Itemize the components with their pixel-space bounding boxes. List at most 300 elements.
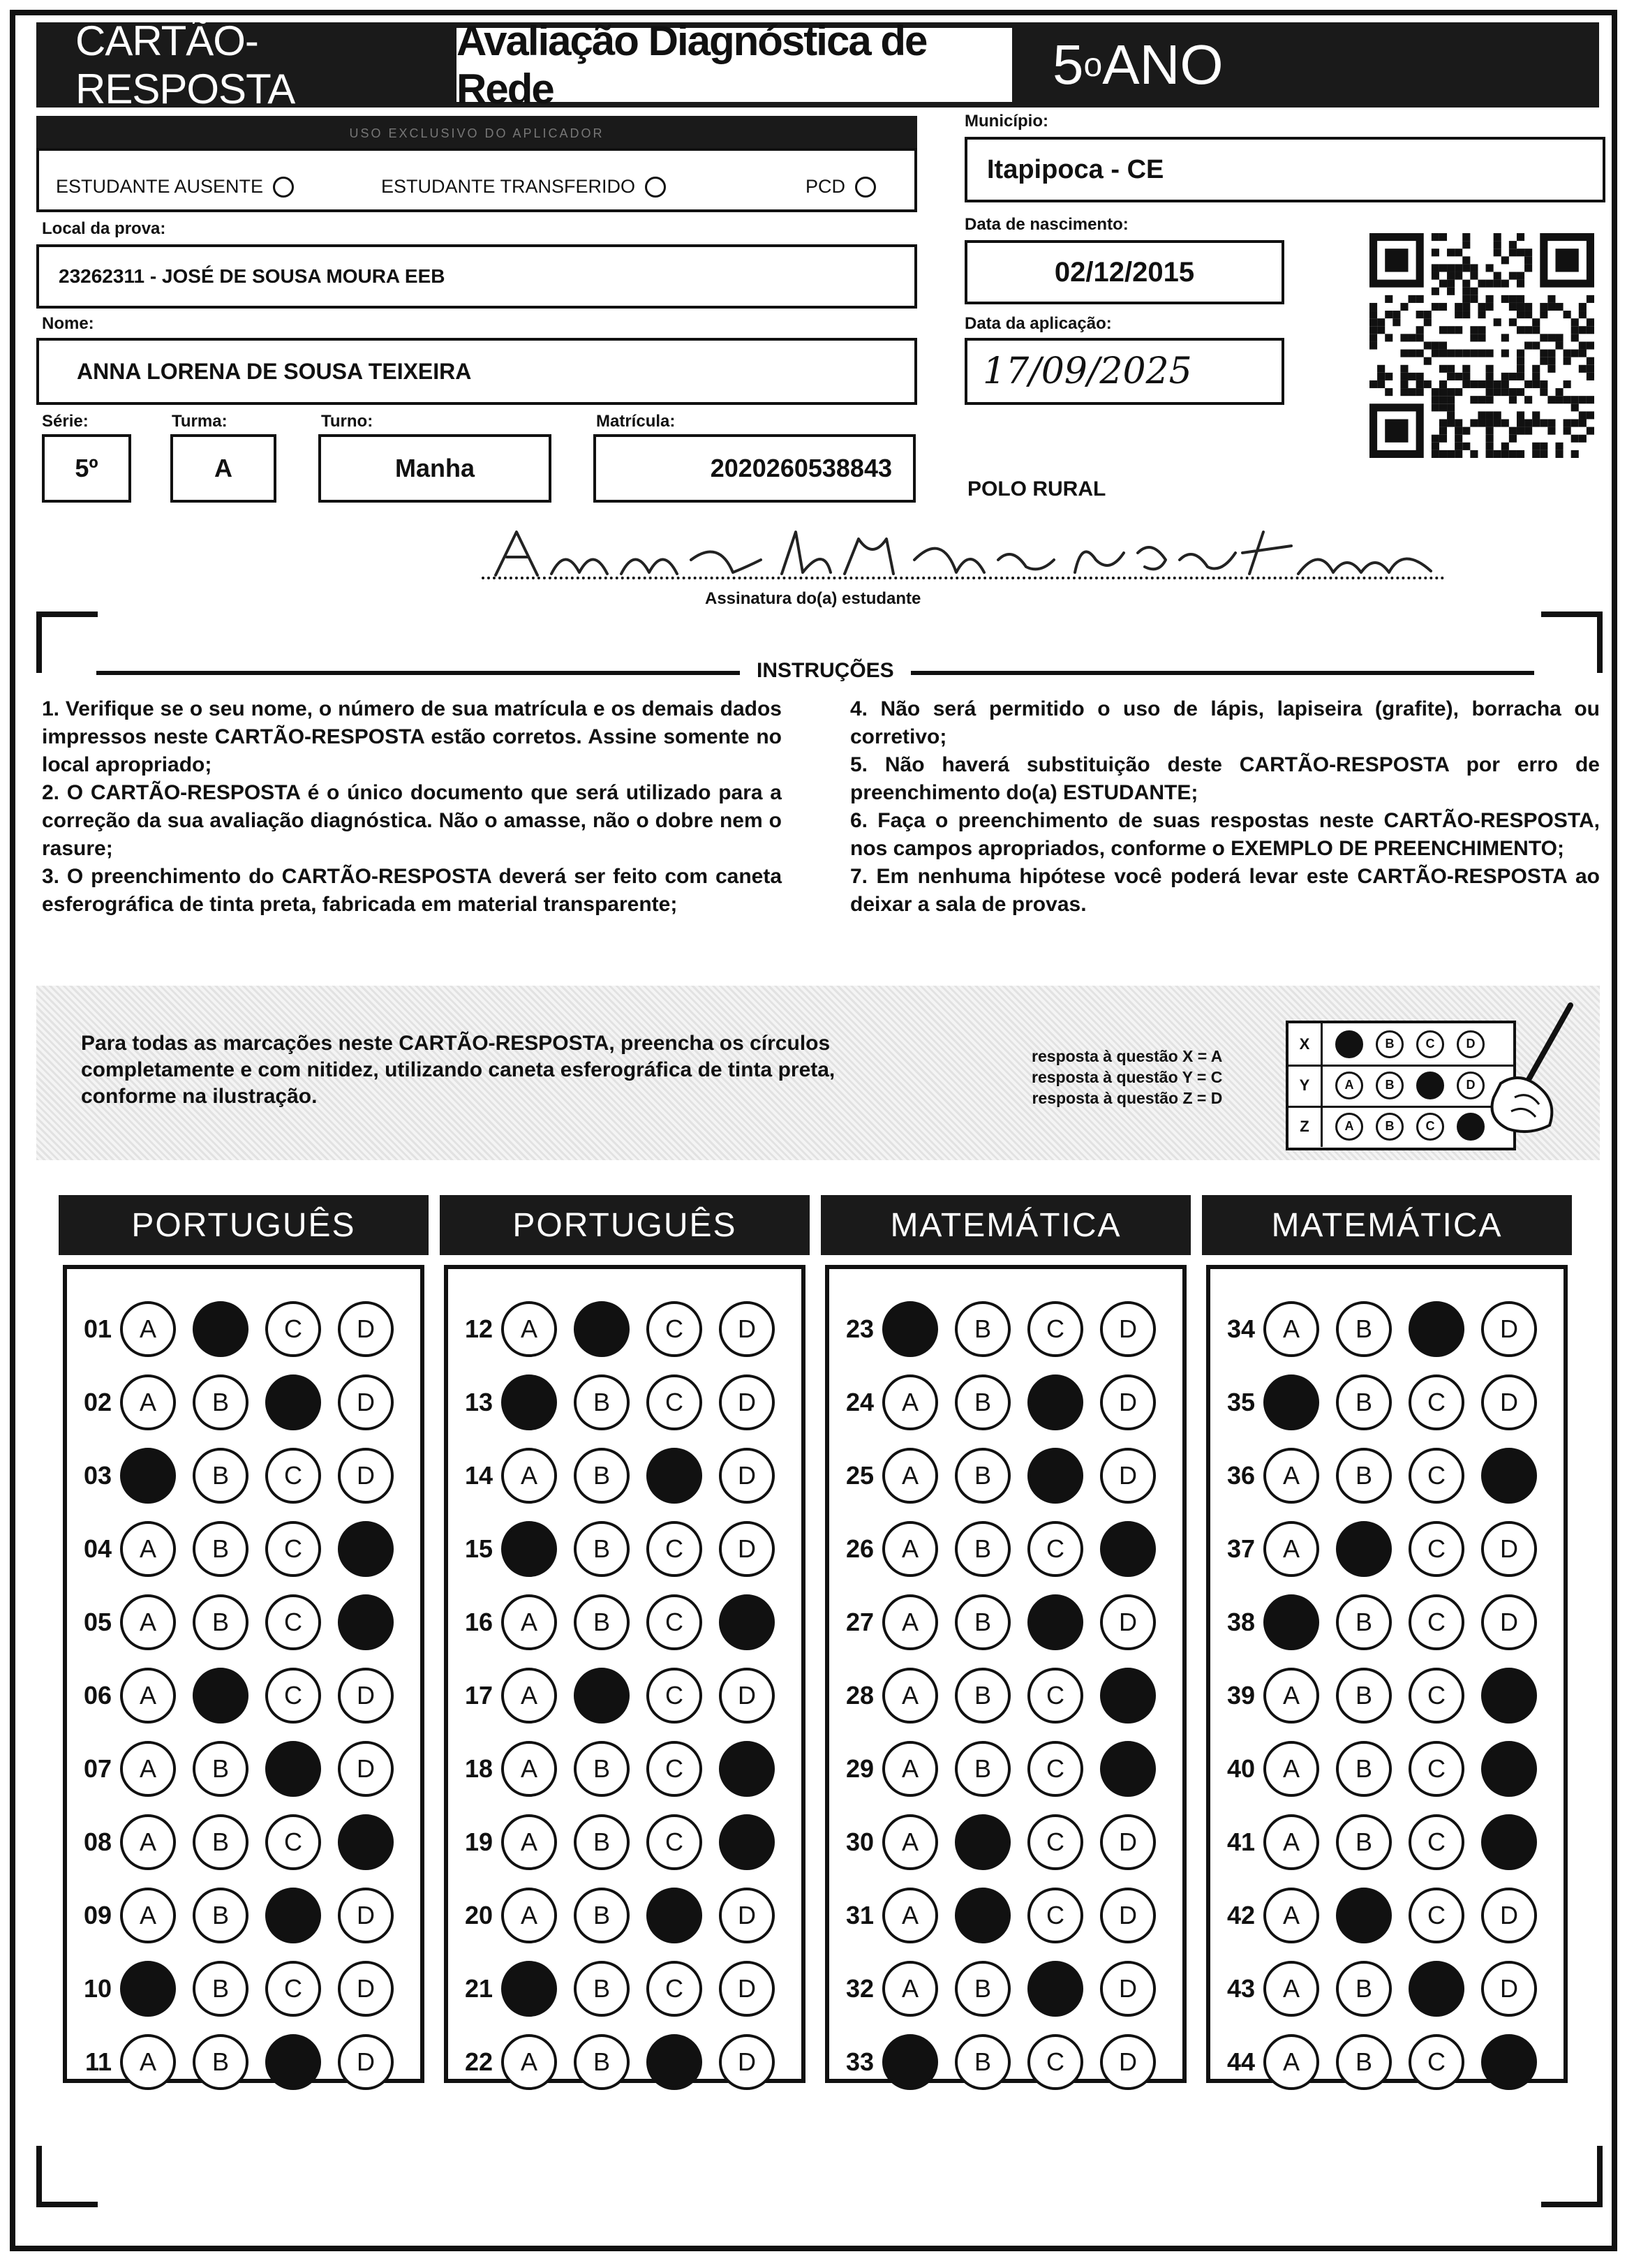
question-row [67, 1881, 394, 1950]
answer-bubble-b[interactable]: B [1336, 1594, 1392, 1650]
answer-bubble-d[interactable]: D [338, 1301, 394, 1357]
question-number: 06 [83, 1681, 112, 1710]
question-row [829, 1441, 1156, 1511]
answer-bubble-b[interactable]: B [574, 1814, 630, 1870]
answer-bubble-a[interactable]: A [501, 1668, 557, 1724]
answer-bubble-c[interactable]: C [646, 1594, 702, 1650]
answer-bubble-b[interactable] [955, 1814, 1011, 1870]
answer-bubble-d[interactable] [1481, 1814, 1537, 1870]
transferred-option[interactable] [381, 176, 666, 198]
answer-bubble-c[interactable] [1027, 1374, 1083, 1430]
answer-bubble-d[interactable] [1100, 1668, 1156, 1724]
answer-bubble-b[interactable]: B [955, 1521, 1011, 1577]
answer-bubble-d[interactable]: D [1100, 1374, 1156, 1430]
question-number: 14 [464, 1461, 493, 1490]
answer-bubble-a[interactable] [120, 1448, 176, 1504]
answer-bubble-b[interactable]: B [193, 1448, 248, 1504]
question-number: 11 [84, 2047, 112, 2076]
answer-bubble-a[interactable]: A [120, 1668, 176, 1724]
grade-number: 5 [1053, 34, 1084, 96]
answer-bubble-a[interactable]: A [501, 1301, 557, 1357]
answer-bubble-d[interactable] [1100, 1521, 1156, 1577]
answer-bubble-b[interactable] [1336, 1521, 1392, 1577]
answer-bubble-b[interactable]: B [1336, 1961, 1392, 2017]
absent-label: ESTUDANTE AUSENTE [56, 176, 264, 197]
question-number: 09 [83, 1901, 112, 1929]
question-row [448, 1441, 775, 1511]
answer-bubble-c[interactable]: C [1409, 1668, 1464, 1724]
answer-bubble-b[interactable] [193, 1668, 248, 1724]
answer-bubble-b[interactable]: B [574, 2034, 630, 2090]
answer-bubble-d[interactable]: D [719, 1301, 775, 1357]
answer-bubble-c[interactable]: C [646, 1961, 702, 2017]
question-row [67, 1294, 394, 1364]
answer-bubble-d[interactable]: D [1481, 1374, 1537, 1430]
answer-bubble-c[interactable]: C [1409, 2034, 1464, 2090]
answer-bubble-d[interactable]: D [1100, 1301, 1156, 1357]
answer-bubble-d[interactable]: D [338, 1374, 394, 1430]
answer-bubble-a[interactable]: A [120, 1374, 176, 1430]
answer-bubble-b[interactable] [1336, 1888, 1392, 1943]
answer-bubble-b[interactable] [574, 1301, 630, 1357]
question-number: 40 [1226, 1754, 1255, 1783]
question-row [67, 1734, 394, 1804]
answer-bubble-d[interactable] [338, 1594, 394, 1650]
question-row [67, 1514, 394, 1584]
answer-bubble-a[interactable]: A [1263, 1668, 1319, 1724]
turma-field: A [170, 434, 276, 503]
example-text: Para todas as marcações neste CARTÃO-RESPOSTA, preencha os círculos completamente e com nitidez, utilizando caneta esferográfica de tinta preta, conforme na ilustração. [81, 1032, 835, 1108]
question-number: 29 [845, 1754, 874, 1783]
answer-bubble-a[interactable] [882, 2034, 938, 2090]
answer-bubble-c[interactable] [646, 1448, 702, 1504]
question-row [829, 1661, 1156, 1730]
answer-bubble-a[interactable]: A [882, 1448, 938, 1504]
absent-option[interactable] [56, 176, 294, 198]
corner-mark [1541, 612, 1603, 673]
question-number: 12 [464, 1314, 493, 1343]
municipio-field: Itapipoca - CE [965, 137, 1605, 202]
answer-bubble-d[interactable]: D [719, 1888, 775, 1943]
answer-bubble-c[interactable]: C [1027, 1814, 1083, 1870]
answer-bubble-c[interactable]: C [1027, 1888, 1083, 1943]
question-number: 38 [1226, 1608, 1255, 1636]
answer-bubble-b[interactable]: B [193, 1888, 248, 1943]
answer-bubble-b[interactable]: B [574, 1594, 630, 1650]
answer-bubble-d[interactable]: D [719, 2034, 775, 2090]
answer-bubble-a[interactable]: A [882, 1374, 938, 1430]
answer-bubble-d[interactable]: D [338, 1741, 394, 1797]
answer-bubble-d[interactable] [1481, 1668, 1537, 1724]
question-number: 03 [83, 1461, 112, 1490]
answer-bubble-c[interactable]: C [1027, 1668, 1083, 1724]
answer-bubble-a[interactable]: A [882, 1888, 938, 1943]
answer-bubble-a[interactable]: A [501, 1594, 557, 1650]
question-number: 24 [845, 1388, 874, 1416]
answer-bubble-b[interactable]: B [193, 1814, 248, 1870]
answer-bubble-a[interactable] [501, 1961, 557, 2017]
answer-bubble-b[interactable]: B [1336, 1448, 1392, 1504]
answer-bubble-c[interactable]: C [1027, 1521, 1083, 1577]
answer-bubble-a[interactable]: A [1263, 1741, 1319, 1797]
answer-bubble-d[interactable]: D [1481, 1521, 1537, 1577]
qr-code [1369, 233, 1594, 458]
answer-bubble-a[interactable] [501, 1521, 557, 1577]
answer-bubble-b[interactable]: B [955, 1448, 1011, 1504]
answer-bubble-c[interactable]: C [265, 1521, 321, 1577]
answer-bubble-c[interactable] [646, 1888, 702, 1943]
instruction-item: 7. Em nenhuma hipótese você poderá levar este CARTÃO-RESPOSTA ao deixar a sala de provas. [850, 865, 1600, 916]
question-number: 04 [83, 1534, 112, 1563]
section-header: MATEMÁTICA [1202, 1195, 1572, 1255]
nome-field: ANNA LORENA DE SOUSA TEIXEIRA [36, 338, 917, 405]
answer-bubble-a[interactable]: A [501, 1741, 557, 1797]
question-row [1210, 1441, 1537, 1511]
answer-bubble-a[interactable]: A [1263, 1448, 1319, 1504]
answer-bubble-c[interactable]: C [646, 1521, 702, 1577]
instruction-item: 1. Verifique se o seu nome, o número de sua matrícula e os demais dados impressos neste CARTÃO-RESPOSTA estão corretos. Assine somente no local apropriado; [42, 697, 782, 776]
answer-bubble-d[interactable] [719, 1594, 775, 1650]
matricula-label: Matrícula: [596, 412, 676, 431]
question-row [1210, 1954, 1537, 2024]
answer-bubble-c[interactable]: C [1409, 1888, 1464, 1943]
answer-bubble-b[interactable]: B [1336, 2034, 1392, 2090]
grade-title [1018, 22, 1599, 108]
answer-bubble-a[interactable]: A [1263, 1961, 1319, 2017]
answer-bubble-a[interactable]: A [1263, 1814, 1319, 1870]
answer-bubble-b[interactable]: B [574, 1741, 630, 1797]
answer-bubble-c[interactable]: C [1027, 1741, 1083, 1797]
question-number: 41 [1226, 1828, 1255, 1856]
answer-bubble-a[interactable]: A [882, 1521, 938, 1577]
answer-bubble-a[interactable]: A [1263, 1888, 1319, 1943]
answer-bubble-a[interactable]: A [501, 2034, 557, 2090]
answer-bubble-a[interactable] [1263, 1374, 1319, 1430]
answer-bubble-c[interactable]: C [265, 1594, 321, 1650]
question-number: 27 [845, 1608, 874, 1636]
instruction-item: 2. O CARTÃO-RESPOSTA é o único documento que será utilizado para a correção da sua avaliação diagnóstica. Não o amasse, não o dobre nem o rasure; [42, 781, 782, 860]
answer-bubble-b[interactable]: B [193, 1521, 248, 1577]
question-number: 01 [83, 1314, 112, 1343]
answer-bubble-d[interactable]: D [1481, 1301, 1537, 1357]
answer-bubble-a[interactable]: A [120, 1521, 176, 1577]
answer-bubble-a[interactable]: A [882, 1814, 938, 1870]
instruction-item: 6. Faça o preenchimento de suas respostas neste CARTÃO-RESPOSTA, nos campos apropriados, conforme o EXEMPLO DE PREENCHIMENTO; [850, 809, 1600, 860]
answer-bubble-c[interactable]: C [1409, 1448, 1464, 1504]
question-number: 23 [845, 1314, 874, 1343]
answer-bubble-d[interactable]: D [1100, 1961, 1156, 2017]
answer-bubble-b[interactable] [193, 1301, 248, 1357]
answer-bubble-d[interactable]: D [1100, 1888, 1156, 1943]
answer-bubble-d[interactable]: D [338, 1888, 394, 1943]
question-number: 33 [845, 2047, 874, 2076]
section-box [444, 1265, 805, 2083]
answer-bubble-c[interactable]: C [646, 1741, 702, 1797]
answer-bubble-b[interactable]: B [1336, 1374, 1392, 1430]
municipio-label: Município: [965, 112, 1048, 131]
answer-bubble-c[interactable]: C [1409, 1521, 1464, 1577]
answer-bubble-d[interactable]: D [1100, 1448, 1156, 1504]
answer-bubble-a[interactable]: A [1263, 2034, 1319, 2090]
example-bubble: A [1335, 1113, 1363, 1141]
matricula-field: 2020260538843 [593, 434, 916, 503]
answer-bubble-c[interactable]: C [646, 1668, 702, 1724]
answer-bubble-b[interactable]: B [193, 1374, 248, 1430]
answer-bubble-c[interactable] [1027, 1594, 1083, 1650]
answer-bubble-a[interactable]: A [1263, 1521, 1319, 1577]
section-box [825, 1265, 1187, 2083]
question-row [829, 1368, 1156, 1437]
answer-bubble-b[interactable]: B [574, 1961, 630, 2017]
answer-bubble-c[interactable]: C [1027, 1301, 1083, 1357]
example-bubble: C [1416, 1030, 1444, 1058]
answer-bubble-d[interactable] [1481, 1448, 1537, 1504]
answer-bubble-b[interactable]: B [574, 1888, 630, 1943]
answer-bubble-a[interactable]: A [120, 1301, 176, 1357]
answer-bubble-c[interactable]: C [1409, 1814, 1464, 1870]
question-row [1210, 1587, 1537, 1657]
answer-bubble-b[interactable]: B [955, 2034, 1011, 2090]
example-bubble: C [1416, 1113, 1444, 1141]
answer-bubble-b[interactable]: B [955, 1301, 1011, 1357]
instruction-item: 3. O preenchimento do CARTÃO-RESPOSTA deverá ser feito com caneta esferográfica de tinta preta, fabricada em material transparente; [42, 865, 782, 916]
question-number: 05 [83, 1608, 112, 1636]
grade-ordinal: o [1083, 46, 1103, 84]
question-row [1210, 2027, 1537, 2097]
answer-bubble-c[interactable] [646, 2034, 702, 2090]
answer-bubble-a[interactable]: A [120, 1888, 176, 1943]
answer-bubble-a[interactable]: A [882, 1668, 938, 1724]
answer-bubble-d[interactable]: D [719, 1668, 775, 1724]
corner-mark [1541, 2146, 1603, 2207]
question-row [1210, 1661, 1537, 1730]
answer-bubble-d[interactable]: D [338, 1448, 394, 1504]
answer-bubble-d[interactable] [338, 1814, 394, 1870]
question-number: 18 [464, 1754, 493, 1783]
section-header: PORTUGUÊS [59, 1195, 429, 1255]
question-number: 08 [83, 1828, 112, 1856]
answer-bubble-a[interactable]: A [120, 1594, 176, 1650]
question-row [67, 1954, 394, 2024]
answer-bubble-c[interactable]: C [265, 1814, 321, 1870]
answer-bubble-d[interactable]: D [719, 1961, 775, 2017]
transferred-bubble[interactable] [645, 177, 666, 198]
example-bubble: D [1457, 1072, 1485, 1099]
answer-bubble-c[interactable]: C [265, 1301, 321, 1357]
answer-bubble-d[interactable] [719, 1741, 775, 1797]
question-row [829, 1954, 1156, 2024]
serie-field: 5º [42, 434, 131, 503]
answer-bubble-a[interactable]: A [120, 2034, 176, 2090]
answer-bubble-b[interactable]: B [1336, 1741, 1392, 1797]
answer-bubble-b[interactable]: B [1336, 1814, 1392, 1870]
answer-bubble-d[interactable]: D [719, 1521, 775, 1577]
answer-bubble-c[interactable] [265, 2034, 321, 2090]
question-row [448, 1954, 775, 2024]
question-number: 17 [464, 1681, 493, 1710]
question-number: 35 [1226, 1388, 1255, 1416]
question-number: 15 [464, 1534, 493, 1563]
question-row [67, 1441, 394, 1511]
answer-bubble-d[interactable] [1481, 1741, 1537, 1797]
question-row [1210, 1881, 1537, 1950]
question-number: 44 [1226, 2047, 1255, 2076]
question-row [67, 1661, 394, 1730]
question-row [67, 1807, 394, 1877]
question-number: 25 [845, 1461, 874, 1490]
answer-bubble-a[interactable] [1263, 1594, 1319, 1650]
answer-bubble-a[interactable]: A [501, 1448, 557, 1504]
pcd-bubble[interactable] [855, 177, 876, 198]
example-bubble: B [1376, 1030, 1404, 1058]
serie-label: Série: [42, 412, 89, 431]
question-number: 19 [464, 1828, 493, 1856]
answer-bubble-c[interactable] [1027, 1961, 1083, 2017]
section-box [1206, 1265, 1568, 2083]
answer-bubble-c[interactable]: C [646, 1301, 702, 1357]
question-number: 02 [83, 1388, 112, 1416]
answer-bubble-a[interactable]: A [501, 1888, 557, 1943]
answer-bubble-a[interactable]: A [120, 1741, 176, 1797]
example-bubble: A [1335, 1072, 1363, 1099]
question-row [1210, 1734, 1537, 1804]
question-row [67, 1587, 394, 1657]
answer-bubble-d[interactable]: D [719, 1448, 775, 1504]
answer-bubble-b[interactable]: B [193, 2034, 248, 2090]
turno-field: Manha [318, 434, 551, 503]
answer-bubble-b[interactable]: B [574, 1521, 630, 1577]
section-header: MATEMÁTICA [821, 1195, 1191, 1255]
answer-bubble-b[interactable] [574, 1668, 630, 1724]
question-row [67, 1368, 394, 1437]
answer-bubble-c[interactable]: C [265, 1448, 321, 1504]
answer-bubble-a[interactable]: A [1263, 1301, 1319, 1357]
question-row [829, 1294, 1156, 1364]
aplicacao-label: Data da aplicação: [965, 314, 1112, 333]
instructions-right [850, 695, 1600, 919]
answer-bubble-c[interactable] [265, 1741, 321, 1797]
answer-bubble-b[interactable]: B [955, 1668, 1011, 1724]
answer-bubble-b[interactable]: B [193, 1594, 248, 1650]
corner-mark [36, 2146, 98, 2207]
answer-bubble-d[interactable]: D [719, 1374, 775, 1430]
status-box [36, 148, 917, 212]
answer-bubble-b[interactable]: B [955, 1594, 1011, 1650]
answer-bubble-c[interactable]: C [1027, 2034, 1083, 2090]
answer-bubble-b[interactable]: B [955, 1741, 1011, 1797]
absent-bubble[interactable] [273, 177, 294, 198]
answer-bubble-d[interactable]: D [1481, 1594, 1537, 1650]
answer-bubble-c[interactable] [265, 1374, 321, 1430]
answer-bubble-c[interactable]: C [1409, 1374, 1464, 1430]
answer-bubble-c[interactable] [265, 1888, 321, 1943]
answer-bubble-c[interactable] [1409, 1301, 1464, 1357]
answer-bubble-a[interactable]: A [882, 1961, 938, 2017]
answer-bubble-b[interactable]: B [193, 1961, 248, 2017]
answer-bubble-d[interactable]: D [338, 1668, 394, 1724]
question-number: 34 [1226, 1314, 1255, 1343]
question-row [1210, 1368, 1537, 1437]
pcd-label: PCD [805, 176, 846, 197]
nascimento-field: 02/12/2015 [965, 240, 1284, 304]
question-number: 16 [464, 1608, 493, 1636]
answer-bubble-b[interactable]: B [193, 1741, 248, 1797]
answer-bubble-a[interactable] [501, 1374, 557, 1430]
example-bubble: B [1376, 1072, 1404, 1099]
question-number: 37 [1226, 1534, 1255, 1563]
answer-bubble-c[interactable]: C [1409, 1594, 1464, 1650]
instruction-item: 4. Não será permitido o uso de lápis, lapiseira (grafite), borracha ou corretivo; [850, 697, 1600, 748]
answer-bubble-d[interactable]: D [1100, 2034, 1156, 2090]
question-row [448, 1368, 775, 1437]
answer-bubble-b[interactable]: B [1336, 1301, 1392, 1357]
answer-bubble-b[interactable]: B [955, 1961, 1011, 2017]
answer-bubble-d[interactable] [1100, 1741, 1156, 1797]
signature-label: Assinatura do(a) estudante [705, 589, 921, 608]
answer-bubble-d[interactable]: D [1100, 1594, 1156, 1650]
answer-bubble-a[interactable] [882, 1301, 938, 1357]
answer-bubble-d[interactable]: D [1481, 1888, 1537, 1943]
answer-bubble-a[interactable]: A [882, 1594, 938, 1650]
example-bubble [1335, 1030, 1363, 1058]
question-row [448, 1807, 775, 1877]
hand-pen-icon [1473, 1000, 1577, 1139]
answer-bubble-c[interactable]: C [646, 1374, 702, 1430]
example-row-label: X [1288, 1023, 1323, 1065]
answer-bubble-c[interactable]: C [646, 1814, 702, 1870]
pcd-option[interactable] [805, 176, 876, 198]
answer-bubble-d[interactable]: D [338, 2034, 394, 2090]
answer-bubble-c[interactable]: C [265, 1668, 321, 1724]
answer-bubble-c[interactable] [1409, 1961, 1464, 2017]
question-row [829, 1587, 1156, 1657]
example-key: resposta à questão Z = D [1032, 1089, 1223, 1107]
answer-bubble-d[interactable] [719, 1814, 775, 1870]
answer-bubble-d[interactable]: D [1100, 1814, 1156, 1870]
question-row [448, 1661, 775, 1730]
aplicacao-field: 17/09/2025 [965, 338, 1284, 405]
answer-bubble-a[interactable]: A [120, 1814, 176, 1870]
answer-bubble-a[interactable] [120, 1961, 176, 2017]
answer-bubble-d[interactable]: D [1481, 1961, 1537, 2017]
question-number: 10 [83, 1974, 112, 2003]
answer-bubble-b[interactable] [955, 1888, 1011, 1943]
answer-bubble-d[interactable] [338, 1521, 394, 1577]
answer-bubble-c[interactable]: C [1409, 1741, 1464, 1797]
answer-bubble-b[interactable]: B [574, 1374, 630, 1430]
answer-bubble-d[interactable] [1481, 2034, 1537, 2090]
question-row [448, 1514, 775, 1584]
nascimento-label: Data de nascimento: [965, 215, 1129, 234]
answer-bubble-c[interactable] [1027, 1448, 1083, 1504]
question-row [448, 2027, 775, 2097]
question-row [829, 1514, 1156, 1584]
answer-bubble-b[interactable]: B [955, 1374, 1011, 1430]
question-number: 39 [1226, 1681, 1255, 1710]
answer-bubble-b[interactable]: B [574, 1448, 630, 1504]
turno-label: Turno: [321, 412, 373, 431]
answer-bubble-d[interactable]: D [338, 1961, 394, 2017]
question-number: 30 [845, 1828, 874, 1856]
transferred-label: ESTUDANTE TRANSFERIDO [381, 176, 636, 197]
nome-label: Nome: [42, 314, 94, 333]
question-number: 36 [1226, 1461, 1255, 1490]
answer-bubble-a[interactable]: A [882, 1741, 938, 1797]
instruction-item: 5. Não haverá substituição deste CARTÃO-RESPOSTA por erro de preenchimento do(a) ESTUDANTE; [850, 753, 1600, 804]
answer-bubble-c[interactable]: C [265, 1961, 321, 2017]
answer-bubble-b[interactable]: B [1336, 1668, 1392, 1724]
answer-bubble-a[interactable]: A [501, 1814, 557, 1870]
